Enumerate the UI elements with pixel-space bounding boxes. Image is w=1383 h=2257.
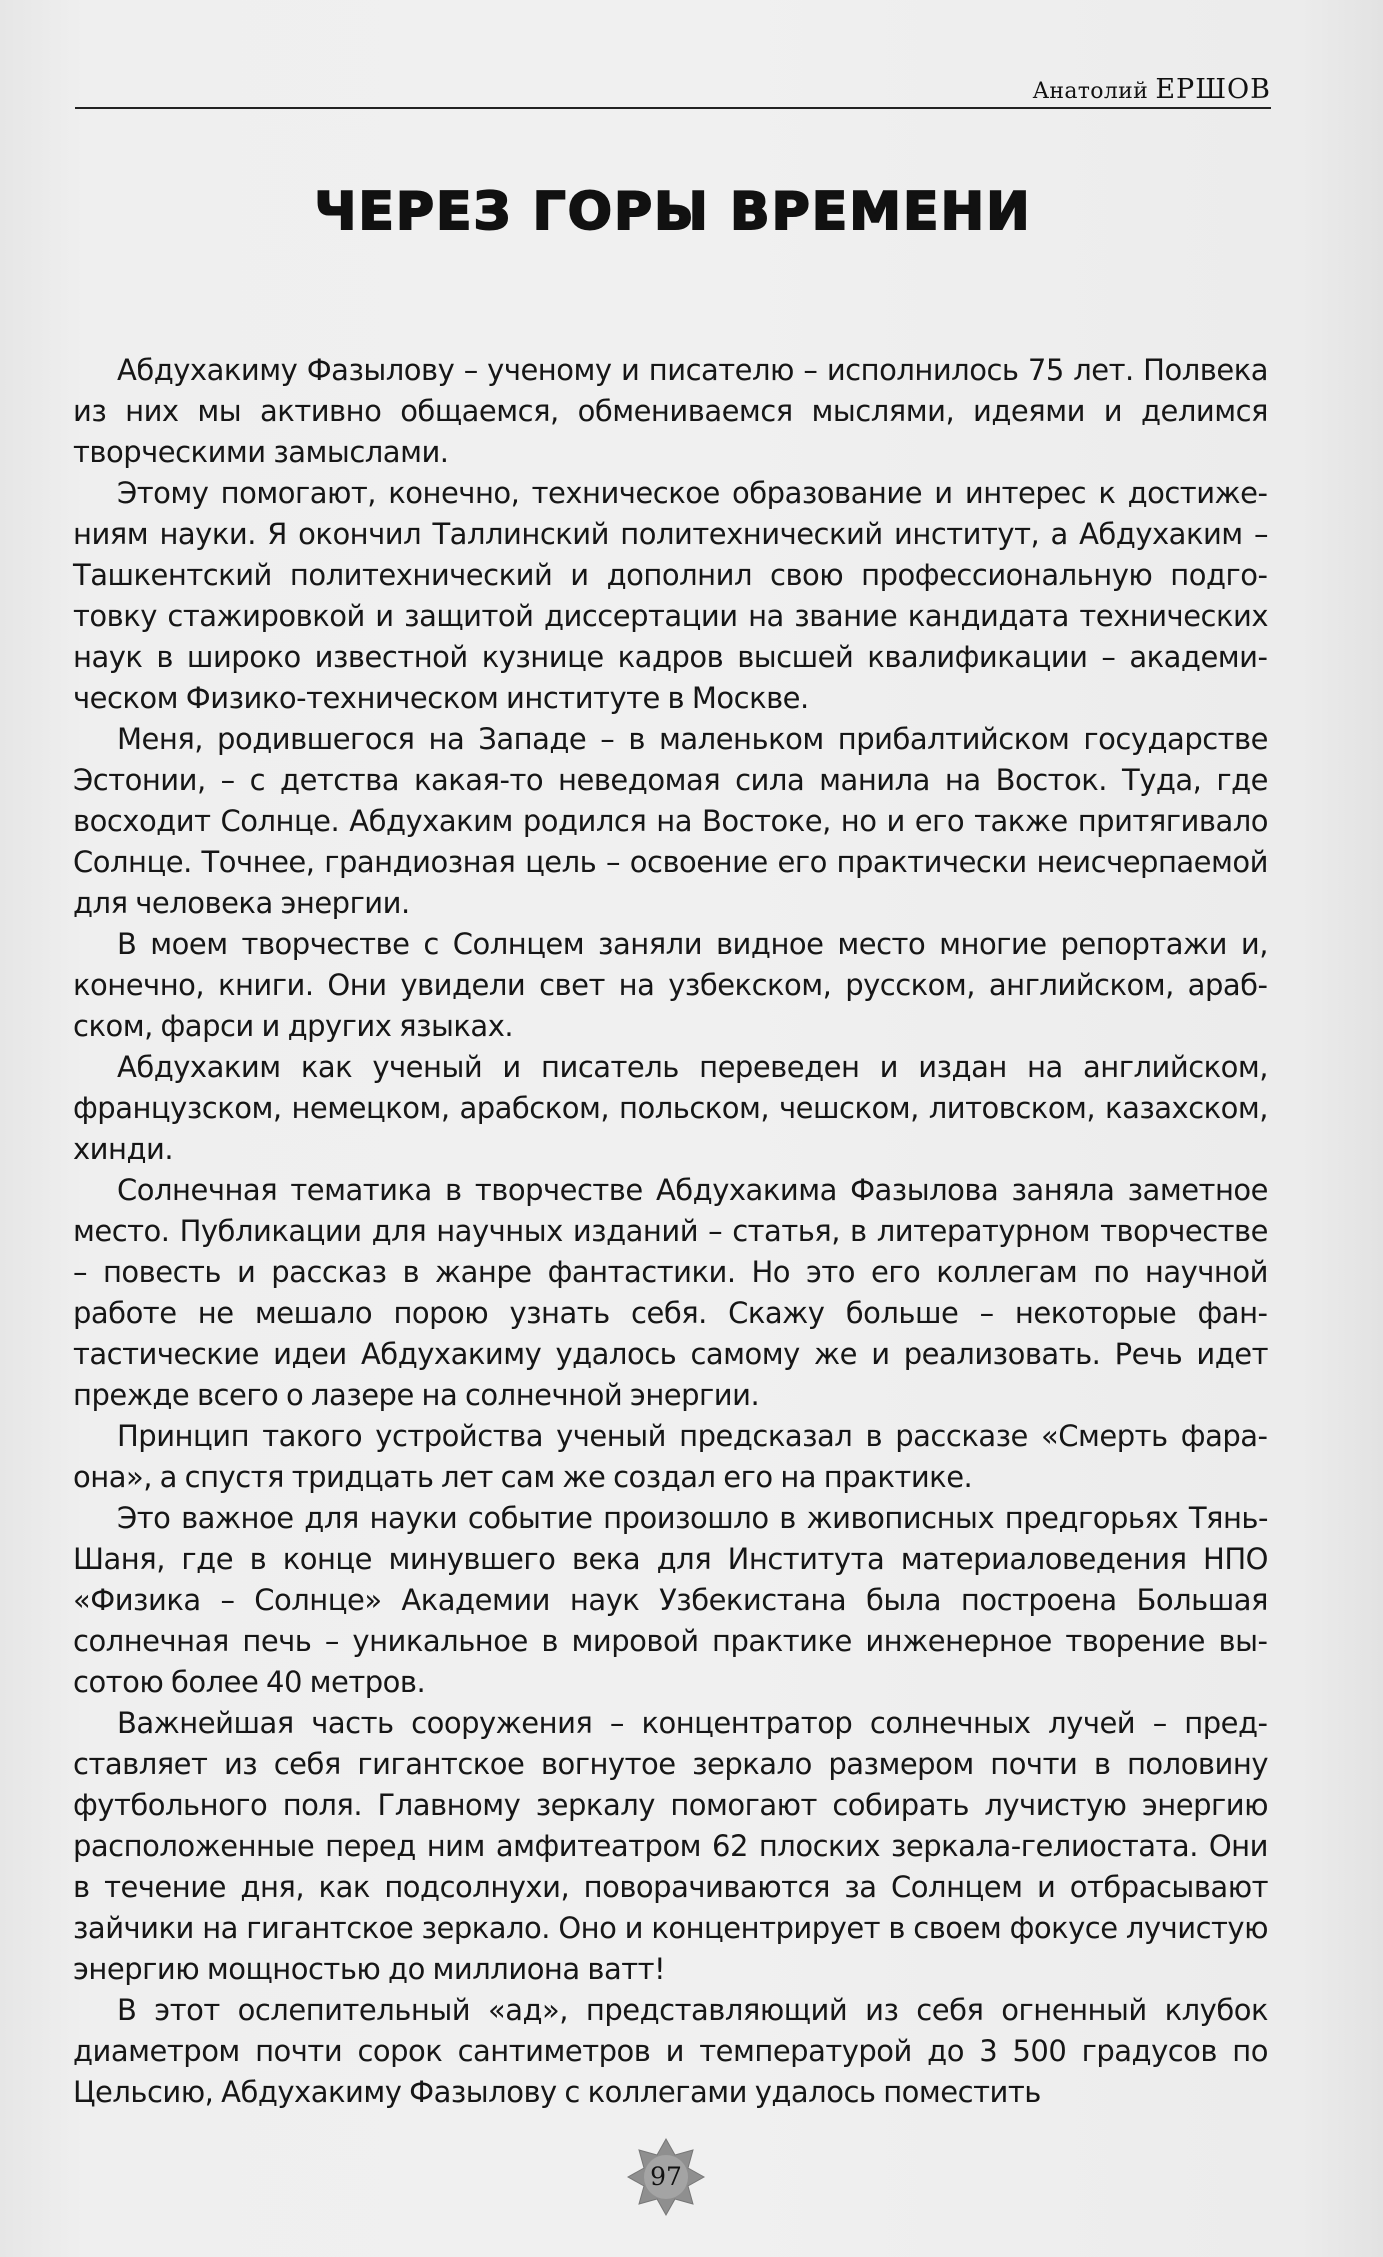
paragraph: Важнейшая часть сооружения – концентратор солнечных лучей – представляет из себя гигантское вогнутое зеркало размером почти в половину футбольного поля. Главному зеркалу помогают собирать лучистую энергию расположенные перед ним амфитеатром 62 плоских зеркала-гелиостата. Они в течение дня, как подсолнухи, поворачиваются за Солнцем и отбрасывают зайчики на гигантское зеркало. Оно и концентрирует в своем фокусе лучистую энергию мощностью до миллиона ватт! — [73, 1706, 1268, 1986]
page-number-badge — [626, 2137, 706, 2217]
paragraph: Абдухаким как ученый и писатель переведен и издан на английском, французском, немецком, арабском, польском, чешском, литовском, казахском, хинди. — [73, 1050, 1268, 1166]
header-rule — [75, 107, 1271, 109]
author-first-name: Анатолий — [1032, 79, 1149, 104]
author-last-name: ЕРШОВ — [1155, 74, 1271, 105]
paragraph: Меня, родившегося на Западе – в маленьком прибалтийском государстве Эстонии, – с детства какая-то неведомая сила манила на Восток. Туда, где восходит Солнце. Абдухаким родился на Востоке, но и его также притягивало Солнце. Точнее, грандиозная цель – освоение его практически неисчерпаемой для человека энергии. — [73, 722, 1268, 920]
running-header-author — [1032, 74, 1271, 105]
article-body — [73, 350, 1268, 2113]
paragraph: В моем творчестве с Солнцем заняли видное место многие репортажи и, конечно, книги. Они увидели свет на узбекском, русском, английском, арабском, фарси и других языках. — [73, 927, 1268, 1043]
paragraph: Этому помогают, конечно, техническое образование и интерес к достижениям науки. Я окончил Таллинский политехнический институт, а Абдухаким – Ташкентский политехнический и дополнил свою профессиональную подготовку стажировкой и защитой диссертации на звание кандидата технических наук в широко известной кузнице кадров высшей квалификации – академическом Физико-техническом институте в Москве. — [73, 476, 1268, 715]
paragraph: В этот ослепительный «ад», представляющий из себя огненный клубок диаметром почти сорок сантиметров и температурой до 3 500 градусов по Цельсию, Абдухакиму Фазылову с коллегами удалось поместить — [73, 1993, 1268, 2109]
paragraph: Абдухакиму Фазылову – ученому и писателю – исполнилось 75 лет. Полвека из них мы активно общаемся, обмениваемся мыслями, идеями и делимся творческими замыслами. — [73, 353, 1268, 469]
paragraph: Это важное для науки событие произошло в живописных предгорьях Тянь-Шаня, где в конце минувшего века для Института материаловедения НПО «Физика – Солнце» Академии наук Узбекистана была построена Большая солнечная печь – уникальное в мировой практике инженерное творение высотою более 40 метров. — [73, 1501, 1268, 1699]
article-title: ЧЕРЕЗ ГОРЫ ВРЕМЕНИ — [314, 182, 1032, 242]
page-number: 97 — [650, 2162, 682, 2191]
paragraph: Принцип такого устройства ученый предсказал в рассказе «Смерть фараона», а спустя тридцать лет сам же создал его на практике. — [73, 1419, 1268, 1494]
paragraph: Солнечная тематика в творчестве Абдухакима Фазылова заняла заметное место. Публикации для научных изданий – статья, в литературном творчестве – повесть и рассказ в жанре фантастики. Но это его коллегам по научной работе не мешало порою узнать себя. Скажу больше – некоторые фантастические идеи Абдухакиму удалось самому же и реализовать. Речь идет прежде всего о лазере на солнечной энергии. — [73, 1173, 1268, 1412]
